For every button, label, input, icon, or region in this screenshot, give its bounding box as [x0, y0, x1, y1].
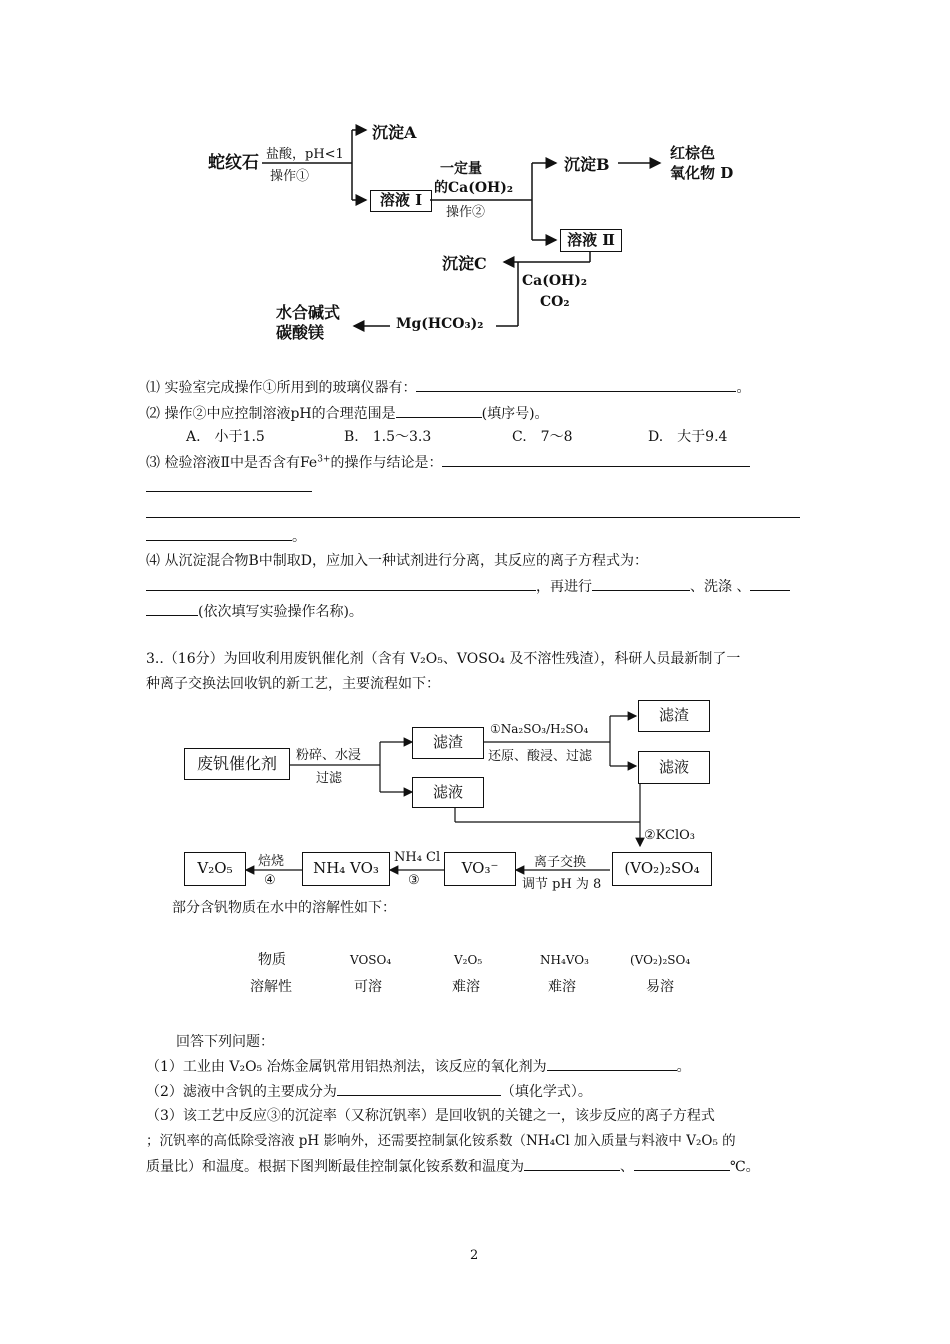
page-number: 2 — [470, 1248, 479, 1263]
filtrate-1-label: 滤液 — [432, 783, 463, 801]
vo2so4-label: (VO₂)₂SO₄ — [624, 859, 700, 877]
vo2so4-box — [612, 852, 712, 886]
answer-blank[interactable] — [547, 1056, 677, 1071]
op1-condition: 盐酸，pH<1 — [266, 147, 344, 162]
table-cell: 可溶 — [354, 979, 382, 995]
step-4-label: ④ — [264, 873, 276, 888]
answer-2-text: （2）滤液中含钒的主要成分为 — [146, 1084, 337, 1100]
nh4cl-label: NH₄ Cl — [394, 850, 441, 865]
op2-line1: 一定量 — [440, 161, 482, 177]
answer-1-end: 。 — [676, 1059, 691, 1075]
reagent-co2: CO₂ — [540, 294, 570, 310]
product-line2: 碳酸镁 — [276, 323, 325, 342]
filtrate-1-box — [412, 777, 484, 808]
step2-top: ①Na₂SO₃/H₂SO₄ — [490, 722, 589, 736]
adjust-ph: 调节 pH 为 8 — [522, 877, 602, 892]
filtrate-2-label: 滤液 — [658, 758, 689, 776]
table-header-cell: V₂O₅ — [454, 953, 483, 967]
question-1-text: ⑴ 实验室完成操作①所用到的玻璃仪器有： — [146, 380, 417, 396]
answer-blank[interactable] — [524, 1156, 620, 1171]
answer-1-text: （1）工业由 V₂O₅ 冶炼金属钒常用铝热剂法，该反应的氧化剂为 — [146, 1059, 547, 1075]
question-3-text: ⑶ 检验溶液Ⅱ中是否含有Fe — [146, 455, 318, 471]
precipitate-c: 沉淀C — [442, 254, 487, 273]
option-c: C. 7～8 — [512, 429, 573, 445]
residue-1-label: 滤渣 — [432, 733, 463, 751]
option-a: A. 小于1.5 — [186, 429, 265, 445]
solution-2-label: 溶液 Ⅱ — [567, 231, 615, 249]
table-header-cell: VOSO₄ — [350, 953, 392, 967]
answer-blank[interactable] — [337, 1081, 501, 1096]
product-line1: 水合碱式 — [276, 303, 341, 322]
op1-label: 操作① — [270, 169, 310, 184]
answer-3-line3 — [146, 1156, 760, 1177]
option-d: D. 大于9.4 — [648, 429, 728, 445]
table-cell: 难溶 — [452, 979, 480, 995]
problem-3-intro-line1: 3..（16分）为回收利用废钒催化剂（含有 V₂O₅、VOSO₄ 及不溶性残渣），科研人员最新制了一 — [146, 651, 741, 667]
answer-2 — [146, 1081, 592, 1102]
op2-line3: 操作② — [446, 205, 486, 220]
v2o5-label: V₂O₅ — [197, 859, 233, 877]
vo3-label: VO₃⁻ — [461, 859, 499, 877]
roast-label: 焙烧 — [258, 854, 285, 869]
table-cell: 难溶 — [548, 979, 576, 995]
question-2-text: ⑵ 操作②中应控制溶液pH的合理范围是 — [146, 406, 396, 422]
step3-kclo3: ②KClO₃ — [644, 828, 695, 843]
precipitate-a: 沉淀A — [372, 123, 417, 142]
nh4vo3-box — [302, 852, 390, 886]
step2-bottom: 还原、酸浸、过滤 — [488, 749, 593, 764]
answer-3-line1: （3）该工艺中反应③的沉淀率（又称沉钒率）是回收钒的关键之一，该步反应的离子方程式 — [146, 1108, 715, 1124]
answer-1 — [146, 1056, 691, 1077]
solution-1-label: 溶液 Ⅰ — [379, 191, 423, 209]
answer-3-line2: ；沉钒率的高低除受溶液 pH 影响外，还需要控制氯化铵系数（NH₄Cl 加入质量与料液中 V₂O₅ 的 — [146, 1133, 736, 1149]
table-cell: 溶解性 — [250, 979, 292, 995]
question-4-tail: (依次填写实验操作名称)。 — [198, 604, 363, 620]
question-4-wash: 、洗涤 、 — [690, 579, 751, 595]
residue-2-label: 滤渣 — [658, 706, 689, 724]
step-3-label: ③ — [408, 873, 420, 888]
question-4: ⑷ 从沉淀混合物B中制取D，应加入一种试剂进行分离，其反应的离子方程式为： — [146, 553, 648, 569]
table-header-cell: 物质 — [258, 952, 286, 968]
ion-exchange: 离子交换 — [534, 855, 587, 870]
waste-catalyst-label: 废钒催化剂 — [196, 754, 277, 773]
serpentine-label: 蛇纹石 — [208, 153, 259, 173]
table-header-cell: NH₄VO₃ — [540, 953, 589, 967]
question-3-end: 的操作与结论是： — [330, 455, 443, 471]
table-cell: 易溶 — [646, 979, 674, 995]
v2o5-box — [184, 852, 246, 886]
question-2-end: (填序号)。 — [481, 406, 549, 422]
vo3-box — [444, 852, 516, 886]
solubility-intro: 部分含钒物质在水中的溶解性如下： — [172, 900, 396, 916]
answer-3-sep: 、 — [620, 1159, 634, 1175]
residue-1-box — [412, 727, 484, 759]
nh4vo3-label: NH₄ VO₃ — [313, 859, 379, 877]
answer-blank[interactable] — [634, 1156, 730, 1171]
op2-line2: 的Ca(OH)₂ — [434, 180, 514, 196]
answer-2-end: （填化学式）。 — [500, 1084, 592, 1100]
step1-top: 粉碎、水浸 — [296, 748, 362, 763]
answer-intro: 回答下列问题： — [176, 1034, 274, 1050]
reagent-caoh2: Ca(OH)₂ — [522, 273, 588, 289]
filtrate-2-box — [638, 751, 710, 784]
fe-charge: 3+ — [317, 454, 331, 465]
waste-catalyst-box — [184, 748, 290, 780]
answer-3-text: 质量比）和温度。根据下图判断最佳控制氯化铵系数和温度为 — [146, 1159, 524, 1175]
mg-hco3-label: Mg(HCO₃)₂ — [396, 316, 484, 332]
question-4-mid: ，再进行 — [536, 579, 592, 595]
residue-2-box — [638, 700, 710, 732]
question-1-end: 。 — [736, 380, 751, 396]
question-3-close: 。 — [292, 529, 306, 545]
option-b: B. 1.5～3.3 — [344, 429, 432, 445]
table-header-cell: (VO₂)₂SO₄ — [630, 953, 691, 967]
answer-3-unit: ℃。 — [730, 1159, 760, 1175]
problem-3-intro-line2: 种离子交换法回收钒的新工艺，主要流程如下： — [146, 676, 440, 692]
oxide-d-line2: 氧化物 D — [670, 164, 734, 182]
step1-bottom: 过滤 — [316, 771, 343, 786]
precipitate-b: 沉淀B — [564, 155, 610, 174]
oxide-d-line1: 红棕色 — [670, 144, 716, 162]
